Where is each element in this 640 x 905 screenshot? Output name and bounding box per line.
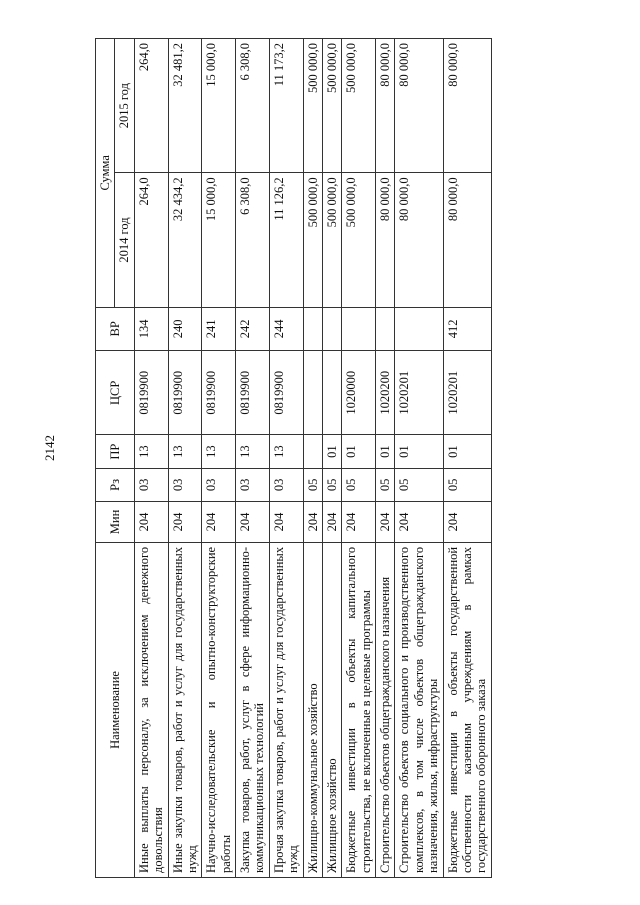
row-csr: 1020000 bbox=[342, 351, 376, 435]
table-row bbox=[236, 39, 270, 878]
row-rz: 03 bbox=[168, 468, 202, 501]
row-sum-2015: 264,0 bbox=[134, 39, 168, 173]
row-rz: 05 bbox=[376, 468, 395, 501]
table-row bbox=[376, 39, 395, 878]
row-sum-2015: 500 000,0 bbox=[342, 39, 376, 173]
row-vr bbox=[322, 307, 341, 350]
row-sum-2014: 500 000,0 bbox=[342, 173, 376, 307]
table-row bbox=[322, 39, 341, 878]
row-csr: 1020201 bbox=[443, 351, 491, 435]
header-min: Мин bbox=[96, 502, 135, 543]
header-year-2014: 2014 год bbox=[115, 173, 134, 307]
row-rz: 05 bbox=[303, 468, 322, 501]
row-rz: 05 bbox=[443, 468, 491, 501]
row-csr: 0819900 bbox=[168, 351, 202, 435]
header-name: Наименование bbox=[96, 542, 135, 877]
row-min: 204 bbox=[376, 502, 395, 543]
row-sum-2014: 80 000,0 bbox=[376, 173, 395, 307]
row-vr bbox=[376, 307, 395, 350]
table-row bbox=[269, 39, 303, 878]
row-rz: 05 bbox=[342, 468, 376, 501]
row-name: Иные выплаты персоналу, за исключением денежного довольствия bbox=[134, 542, 168, 877]
header-vr: ВР bbox=[96, 307, 135, 350]
row-min: 204 bbox=[236, 502, 270, 543]
row-sum-2015: 15 000,0 bbox=[202, 39, 236, 173]
row-name: Бюджетные инвестиции в объекты капитального строительства, не включенные в целевые программы bbox=[342, 542, 376, 877]
row-min: 204 bbox=[269, 502, 303, 543]
row-name: Жилищно-коммунальное хозяйство bbox=[303, 542, 322, 877]
row-vr bbox=[303, 307, 322, 350]
table-row bbox=[342, 39, 376, 878]
row-vr: 240 bbox=[168, 307, 202, 350]
row-pr bbox=[303, 435, 322, 468]
row-pr: 13 bbox=[134, 435, 168, 468]
row-min: 204 bbox=[168, 502, 202, 543]
header-sum: Сумма bbox=[96, 39, 115, 308]
row-pr: 13 bbox=[236, 435, 270, 468]
row-rz: 03 bbox=[236, 468, 270, 501]
table-row bbox=[168, 39, 202, 878]
row-pr: 13 bbox=[168, 435, 202, 468]
row-min: 204 bbox=[443, 502, 491, 543]
header-pr: ПР bbox=[96, 435, 135, 468]
row-csr: 1020200 bbox=[376, 351, 395, 435]
table-row bbox=[395, 39, 443, 878]
row-pr: 01 bbox=[443, 435, 491, 468]
row-sum-2015: 80 000,0 bbox=[376, 39, 395, 173]
row-vr bbox=[395, 307, 443, 350]
row-sum-2015: 500 000,0 bbox=[303, 39, 322, 173]
row-min: 204 bbox=[322, 502, 341, 543]
row-rz: 05 bbox=[395, 468, 443, 501]
rotated-page-content bbox=[95, 38, 565, 878]
row-name: Закупка товаров, работ, услуг в сфере информационно-коммуникационных технологий bbox=[236, 542, 270, 877]
row-name: Прочая закупка товаров, работ и услуг для государственных нужд bbox=[269, 542, 303, 877]
row-csr: 0819900 bbox=[202, 351, 236, 435]
row-vr: 242 bbox=[236, 307, 270, 350]
row-name: Жилищное хозяйство bbox=[322, 542, 341, 877]
row-sum-2014: 32 434,2 bbox=[168, 173, 202, 307]
row-sum-2015: 11 173,2 bbox=[269, 39, 303, 173]
row-pr: 01 bbox=[322, 435, 341, 468]
row-sum-2015: 32 481,2 bbox=[168, 39, 202, 173]
row-sum-2014: 6 308,0 bbox=[236, 173, 270, 307]
row-pr: 01 bbox=[376, 435, 395, 468]
row-min: 204 bbox=[303, 502, 322, 543]
row-sum-2014: 80 000,0 bbox=[395, 173, 443, 307]
row-pr: 13 bbox=[202, 435, 236, 468]
row-min: 204 bbox=[134, 502, 168, 543]
row-vr bbox=[342, 307, 376, 350]
row-min: 204 bbox=[395, 502, 443, 543]
row-min: 204 bbox=[342, 502, 376, 543]
table-row bbox=[303, 39, 322, 878]
budget-table bbox=[95, 38, 492, 878]
row-rz: 05 bbox=[322, 468, 341, 501]
table-row bbox=[443, 39, 491, 878]
row-vr: 412 bbox=[443, 307, 491, 350]
row-sum-2014: 500 000,0 bbox=[322, 173, 341, 307]
header-csr: ЦСР bbox=[96, 351, 135, 435]
row-rz: 03 bbox=[202, 468, 236, 501]
row-pr: 01 bbox=[395, 435, 443, 468]
row-vr: 241 bbox=[202, 307, 236, 350]
row-vr: 134 bbox=[134, 307, 168, 350]
row-name: Строительство объектов социального и производственного комплексов, в том числе объектов общегражданского назначения, жилья, инфраструктуры bbox=[395, 542, 443, 877]
row-sum-2014: 80 000,0 bbox=[443, 173, 491, 307]
row-name: Иные закупки товаров, работ и услуг для государственных нужд bbox=[168, 542, 202, 877]
table-row bbox=[134, 39, 168, 878]
row-rz: 03 bbox=[269, 468, 303, 501]
row-vr: 244 bbox=[269, 307, 303, 350]
header-rz: Рз bbox=[96, 468, 135, 501]
row-sum-2014: 264,0 bbox=[134, 173, 168, 307]
row-rz: 03 bbox=[134, 468, 168, 501]
row-pr: 01 bbox=[342, 435, 376, 468]
row-sum-2015: 500 000,0 bbox=[322, 39, 341, 173]
row-csr bbox=[322, 351, 341, 435]
header-year-2015: 2015 год bbox=[115, 39, 134, 173]
row-name: Бюджетные инвестиции в объекты государственной собственности казенным учреждениям в рамках государственного оборонного заказа bbox=[443, 542, 491, 877]
row-csr: 0819900 bbox=[269, 351, 303, 435]
row-csr bbox=[303, 351, 322, 435]
row-sum-2015: 80 000,0 bbox=[395, 39, 443, 173]
row-sum-2015: 6 308,0 bbox=[236, 39, 270, 173]
table-header bbox=[96, 39, 135, 878]
row-name: Научно-исследовательские и опытно-конструкторские работы bbox=[202, 542, 236, 877]
row-sum-2014: 11 126,2 bbox=[269, 173, 303, 307]
row-name: Строительство объектов общегражданского назначения bbox=[376, 542, 395, 877]
row-csr: 0819900 bbox=[134, 351, 168, 435]
row-sum-2014: 500 000,0 bbox=[303, 173, 322, 307]
row-csr: 0819900 bbox=[236, 351, 270, 435]
row-pr: 13 bbox=[269, 435, 303, 468]
row-sum-2014: 15 000,0 bbox=[202, 173, 236, 307]
page-number: 2142 bbox=[42, 435, 57, 461]
row-sum-2015: 80 000,0 bbox=[443, 39, 491, 173]
row-csr: 1020201 bbox=[395, 351, 443, 435]
table-row bbox=[202, 39, 236, 878]
row-min: 204 bbox=[202, 502, 236, 543]
table-body bbox=[134, 39, 491, 878]
